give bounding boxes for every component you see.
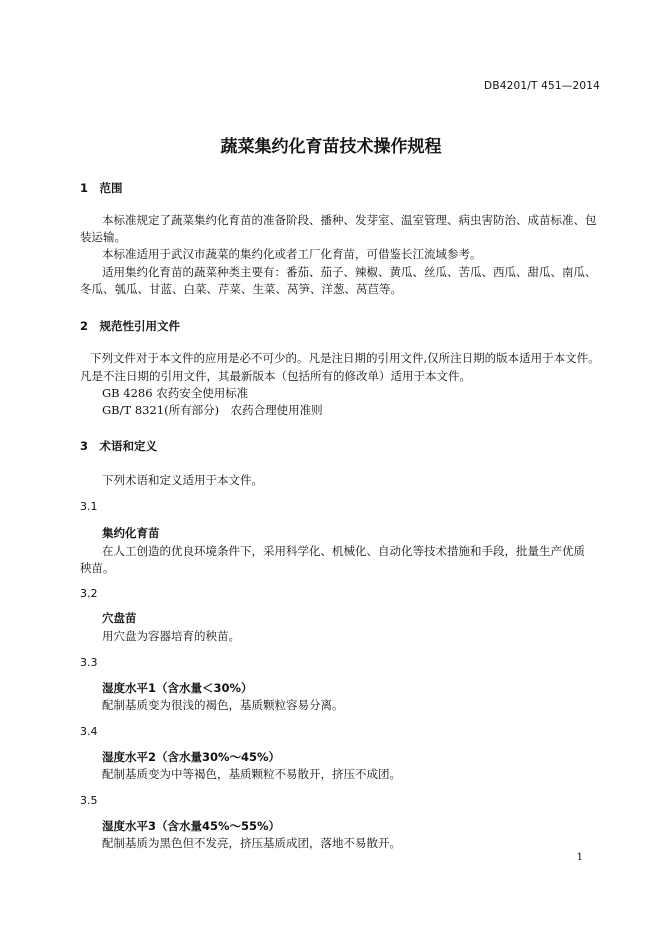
section-heading-terms: 3 术语和定义 [80, 439, 158, 453]
paragraph-line: 下列文件对于本文件的应用是必不可少的。凡是注日期的引用文件,仅所注日期的版本适用于本文件。 [90, 351, 600, 365]
term-definition-line: 配制基质变为中等褐色，基质颗粒不易散开，挤压不成团。 [102, 767, 401, 781]
term-number: 3.3 [80, 656, 98, 669]
term-number: 3.5 [80, 794, 98, 807]
paragraph-line: 下列术语和定义适用于本文件。 [102, 473, 263, 487]
term-number: 3.4 [80, 725, 98, 738]
paragraph-line: 本标准适用于武汉市蔬菜的集约化或者工厂化育苗，可借鉴长江流域参考。 [102, 247, 482, 261]
term-number: 3.2 [80, 587, 98, 600]
paragraph-line: 本标准规定了蔬菜集约化育苗的准备阶段、播种、发芽室、温室管理、病虫害防治、成苗标准、包 [102, 213, 597, 227]
reference-item: GB 4286 农药安全使用标准 [102, 386, 249, 400]
paragraph-line: 冬瓜、瓠瓜、甘蓝、白菜、芹菜、生菜、莴笋、洋葱、莴苣等。 [80, 282, 402, 296]
term-title: 穴盘苗 [102, 611, 137, 625]
term-title: 湿度水平2（含水量30%～45%） [102, 750, 281, 764]
document-code: DB4201/T 451—2014 [484, 80, 600, 92]
term-definition-line: 配制基质变为很浅的褐色，基质颗粒容易分离。 [102, 698, 344, 712]
page-number: 1 [576, 852, 583, 863]
section-heading-normative-references: 2 规范性引用文件 [80, 319, 181, 333]
reference-item: GB/T 8321(所有部分) 农药合理使用准则 [102, 403, 323, 417]
term-title: 湿度水平1（含水量＜30%） [102, 681, 253, 695]
section-heading-scope: 1 范围 [80, 181, 123, 195]
term-definition-line: 秧苗。 [80, 561, 115, 575]
term-definition-line: 用穴盘为容器培育的秧苗。 [102, 629, 240, 643]
term-definition-line: 在人工创造的优良环境条件下，采用科学化、机械化、自动化等技术措施和手段，批量生产优质 [102, 544, 585, 558]
paragraph-line: 凡是不注日期的引用文件，其最新版本（包括所有的修改单）适用于本文件。 [80, 369, 471, 383]
paragraph-line: 适用集约化育苗的蔬菜种类主要有：番茄、茄子、辣椒、黄瓜、丝瓜、苦瓜、西瓜、甜瓜、南瓜、 [102, 265, 597, 279]
page-title: 蔬菜集约化育苗技术操作规程 [220, 137, 442, 157]
paragraph-line: 装运输。 [80, 230, 126, 244]
term-definition-line: 配制基质为黑色但不发亮，挤压基质成团，落地不易散开。 [102, 836, 401, 850]
term-title: 湿度水平3（含水量45%～55%） [102, 819, 281, 833]
term-title: 集约化育苗 [102, 526, 160, 540]
term-number: 3.1 [80, 500, 98, 513]
